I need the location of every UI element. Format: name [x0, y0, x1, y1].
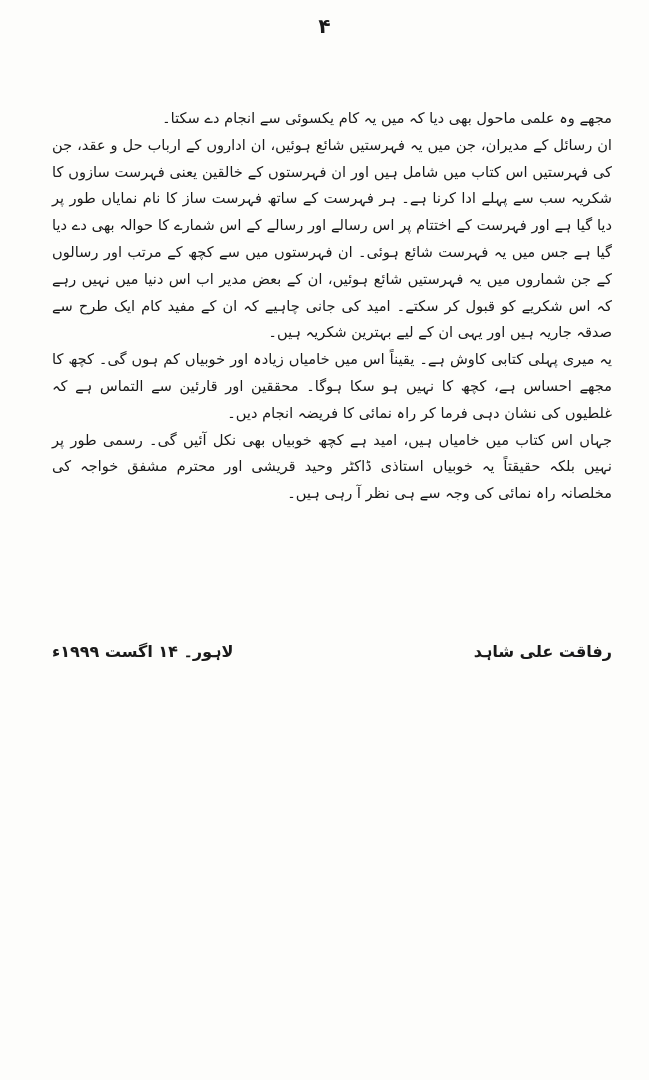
- paragraph-4: جہاں اس کتاب میں خامیاں ہیں، امید ہے کچھ خوبیاں بھی نکل آئیں گی۔ رسمی طور پر نہیں بلکہ حقیقتاً یہ خوبیاں استاذی ڈاکٹر وحید قریشی اور محترم مشفق خواجہ کی مخلصانہ راہ نمائی کی وجہ سے ہی نظر آ رہی ہیں۔: [52, 431, 612, 503]
- paragraph-1: مجھے وہ علمی ماحول بھی دیا کہ میں یہ کام یکسوئی سے انجام دے سکتا۔: [162, 110, 612, 127]
- paragraph-2: ان رسائل کے مدیران، جن میں یہ فہرستیں شائع ہوئیں، ان اداروں کے ارباب حل و عقد، جن کی فہرستیں اس کتاب میں شامل ہیں اور ان فہرستوں کے خالقین یعنی فہرست سازوں کا شکریہ سب سے پہلے ادا کرنا ہے۔ ہر فہرست کے ساتھ فہرست ساز کا نام نمایاں طور پر دیا گیا ہے اور فہرست کے اختتام پر اس رسالے اور رسالے کے اس شمارے کا حوالہ بھی دے دیا گیا ہے جس میں یہ فہرست شائع ہوئی۔ ان فہرستوں میں سے کچھ کے مرتب اور رسالوں کے جن شماروں میں یہ فہرستیں شائع ہوئیں، ان کے بعض مدیر اب اس دنیا میں نہیں رہے کہ اس شکریے کو قبول کر سکتے۔ امید کی جانی چاہیے کہ ان کے مفید کام ایک طرح سے صدقہ جاریہ ہیں اور یہی ان کے لیے بہترین شکریہ ہیں۔: [52, 136, 612, 342]
- paragraph-3: یہ میری پہلی کتابی کاوش ہے۔ یقیناً اس میں خامیاں زیادہ اور خوبیاں کم ہوں گی۔ کچھ کا مجھے احساس ہے، کچھ کا نہیں ہو سکا ہوگا۔ محققین اور قارئین سے التماس ہے کہ غلطیوں کی نشان دہی فرما کر راہ نمائی کا فریضہ انجام دیں۔: [52, 351, 612, 422]
- place-date: لاہور۔ ۱۴ اگست ۱۹۹۹ء: [52, 642, 234, 661]
- author-name: رفاقت علی شاہد: [473, 642, 612, 661]
- signoff: [52, 642, 612, 672]
- body-text: [52, 106, 612, 508]
- page-number: ۴: [318, 14, 331, 38]
